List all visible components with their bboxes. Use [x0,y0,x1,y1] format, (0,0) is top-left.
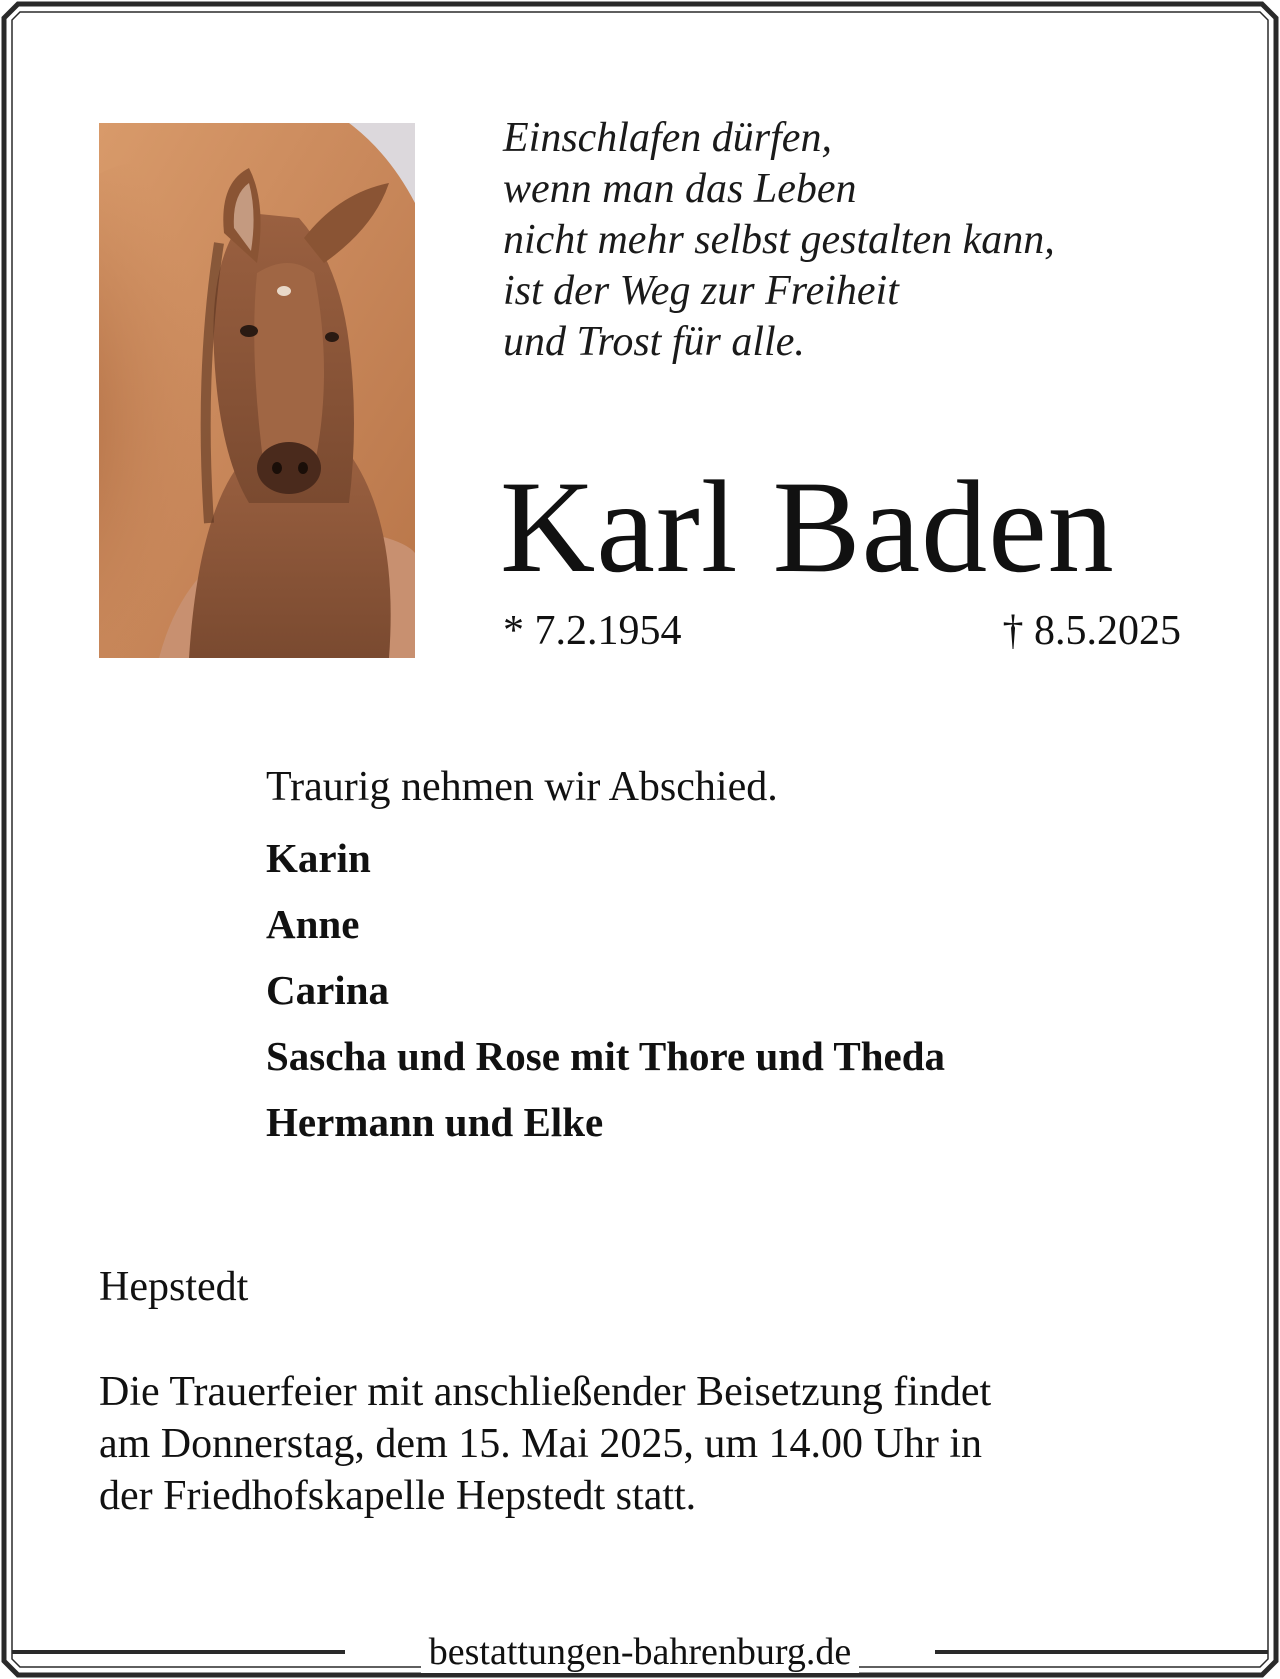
poem-line: ist der Weg zur Freiheit [503,268,899,314]
mourner: Anne [266,901,360,947]
poem-line: und Trost für alle. [503,319,805,365]
farewell-text: Traurig nehmen wir Abschied. [266,764,778,810]
footer [0,1630,1280,1674]
mourners-list [266,825,945,1155]
mourner: Karin [266,835,371,881]
poem-line: wenn man das Leben [503,166,857,212]
ceremony-line: der Friedhofskapelle Hepstedt statt. [99,1473,697,1519]
poem-line: Einschlafen dürfen, [503,115,832,161]
deceased-name: Karl Baden [500,453,1115,600]
birth-date: * 7.2.1954 [503,608,682,654]
place-name: Hepstedt [99,1264,249,1310]
memorial-poem [503,113,1055,368]
mourner: Carina [266,967,389,1013]
ceremony-line: am Donnerstag, dem 15. Mai 2025, um 14.00 Uhr in [99,1421,983,1467]
foal-photo [99,123,415,658]
mourner: Sascha und Rose mit Thore und Theda [266,1033,946,1079]
mourner: Hermann und Elke [266,1099,604,1145]
poem-line: nicht mehr selbst gestalten kann, [503,217,1055,263]
death-date: † 8.5.2025 [1002,608,1181,654]
ceremony-info [99,1366,991,1522]
ceremony-line: Die Trauerfeier mit anschließender Beisetzung findet [99,1369,992,1415]
website-link[interactable]: bestattungen-bahrenburg.de [421,1631,859,1673]
life-dates [503,606,1181,656]
